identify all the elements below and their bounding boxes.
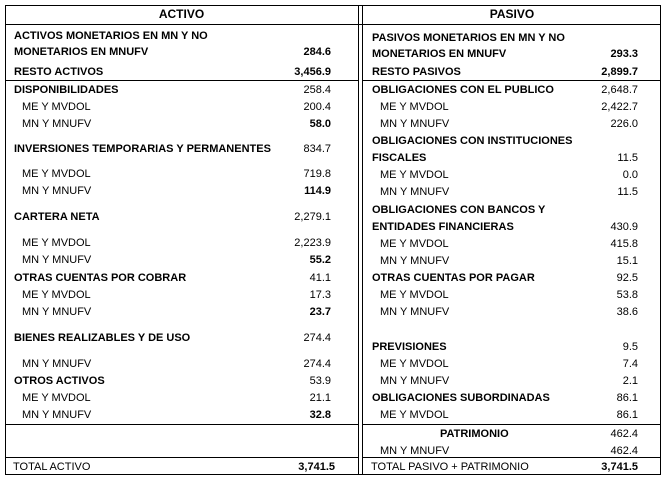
activo-row-label: INVERSIONES TEMPORARIAS Y PERMANENTES: [14, 143, 271, 155]
activo-row-label: MN Y MNUFV: [22, 118, 92, 130]
pasivo-row-label: OBLIGACIONES CON EL PUBLICO: [372, 84, 554, 96]
pasivo-row: [380, 304, 638, 320]
pasivo-row-value: 38.6: [616, 306, 638, 318]
pasivo-row-label: ME Y MVDOL: [380, 101, 449, 113]
pasivo-row-label: PREVISIONES: [372, 341, 447, 353]
pasivo-row: [380, 287, 638, 303]
activo-row: [22, 304, 331, 320]
pasivo-resto-divider: [363, 80, 661, 81]
activo-row-label: OTROS ACTIVOS: [14, 375, 105, 387]
activo-row-label: MN Y MNUFV: [22, 409, 92, 421]
activo-row-label: ME Y MVDOL: [22, 237, 91, 249]
pasivo-row-label: MN Y MNUFV: [380, 118, 450, 130]
pasivo-row-value: 9.5: [622, 341, 638, 353]
activo-row-value: 21.1: [309, 392, 331, 404]
activo-row-value: 17.3: [309, 289, 331, 301]
pasivo-row-label: MN Y MNUFV: [380, 375, 450, 387]
total-activo-label: TOTAL ACTIVO: [13, 461, 91, 473]
column-divider-left: [358, 5, 359, 475]
pasivo-row-label: FISCALES: [372, 152, 427, 164]
activo-row: [22, 407, 331, 423]
pasivo-row-value: 15.1: [616, 255, 638, 267]
activo-row: [14, 82, 331, 98]
pasivo-row-label: ME Y MVDOL: [380, 409, 449, 421]
activo-row-label: MN Y MNUFV: [22, 306, 92, 318]
total-pasivo-value: 3,741.5: [601, 461, 638, 473]
pasivo-row-label: PATRIMONIO: [440, 428, 509, 440]
pasivo-row-value: 2,422.7: [601, 101, 638, 113]
activo-row-label: MN Y MNUFV: [22, 185, 92, 197]
pasivo-row-label: MN Y MNUFV: [380, 445, 450, 457]
activo-row-value: 114.9: [304, 185, 331, 197]
activo-row-label: MN Y MNUFV: [22, 254, 92, 266]
pasivo-row-label: ME Y MVDOL: [380, 238, 449, 250]
pasivo-row-label: RESTO PASIVOS: [372, 66, 461, 78]
activo-row-label: OTRAS CUENTAS POR COBRAR: [14, 272, 187, 284]
pasivo-row-label: ME Y MVDOL: [380, 358, 449, 370]
header-divider: [5, 24, 661, 25]
pasivo-row-label: ME Y MVDOL: [380, 289, 449, 301]
activo-row: [22, 99, 331, 115]
pasivo-row-value: 92.5: [616, 272, 638, 284]
total-pasivo-label: TOTAL PASIVO + PATRIMONIO: [371, 461, 529, 473]
activo-row-label: MN Y MNUFV: [22, 358, 92, 370]
pasivo-patrimonio-divider: [363, 424, 661, 425]
pasivo-row-label: MN Y MNUFV: [380, 186, 450, 198]
activo-header: ACTIVO: [158, 7, 205, 21]
pasivo-row: [372, 133, 638, 149]
activo-row: [22, 116, 331, 132]
total-pasivo-row: [371, 459, 638, 475]
pasivo-row: [372, 219, 638, 235]
activo-row: [14, 44, 331, 60]
activo-row-value: 23.7: [309, 306, 331, 318]
activo-row-value: 2,279.1: [294, 211, 331, 223]
pasivo-row: [380, 407, 638, 423]
pasivo-row-label: PASIVOS MONETARIOS EN MN Y NO: [372, 32, 565, 44]
activo-row-label: RESTO ACTIVOS: [14, 66, 104, 78]
pasivo-row: [440, 426, 638, 442]
pasivo-row-value: 226.0: [610, 118, 638, 130]
pasivo-row: [380, 236, 638, 252]
activo-row-label: ME Y MVDOL: [22, 101, 91, 113]
pasivo-row: [372, 390, 638, 406]
activo-row-label: BIENES REALIZABLES Y DE USO: [14, 332, 191, 344]
pasivo-row-label: MN Y MNUFV: [380, 255, 450, 267]
activo-row: [22, 390, 331, 406]
pasivo-row: [380, 116, 638, 132]
activo-row-value: 3,456.9: [294, 66, 331, 78]
pasivo-row: [372, 64, 638, 80]
pasivo-row-value: 430.9: [610, 221, 638, 233]
activo-row: [14, 373, 331, 389]
pasivo-row-value: 462.4: [610, 428, 638, 440]
activo-row-value: 274.4: [303, 358, 331, 370]
pasivo-row-value: 462.4: [610, 445, 638, 457]
pasivo-row: [372, 46, 638, 62]
pasivo-row: [372, 82, 638, 98]
activo-row-label: MONETARIOS EN MNUFV: [14, 46, 149, 58]
activo-row: [14, 270, 331, 286]
activo-row-label: ACTIVOS MONETARIOS EN MN Y NO: [14, 30, 208, 42]
activo-row-value: 41.1: [309, 272, 331, 284]
activo-row-label: CARTERA NETA: [14, 211, 100, 223]
activo-row-value: 284.6: [303, 46, 331, 58]
pasivo-row-label: ENTIDADES FINANCIERAS: [372, 221, 514, 233]
pasivo-row-value: 2,899.7: [601, 66, 638, 78]
pasivo-row-label: MN Y MNUFV: [380, 306, 450, 318]
activo-blank-divider: [5, 424, 358, 425]
pasivo-header: PASIVO: [489, 7, 535, 21]
pasivo-row: [380, 99, 638, 115]
pasivo-row-label: OBLIGACIONES CON INSTITUCIONES: [372, 135, 573, 147]
pasivo-row: [380, 373, 638, 389]
total-activo-value: 3,741.5: [298, 461, 335, 473]
pasivo-row: [380, 443, 638, 459]
pasivo-row-value: 11.5: [617, 186, 638, 198]
activo-row-label: DISPONIBILIDADES: [14, 84, 119, 96]
pasivo-row-label: OBLIGACIONES SUBORDINADAS: [372, 392, 550, 404]
activo-row: [22, 166, 331, 182]
pasivo-row-value: 415.8: [610, 238, 638, 250]
pasivo-row: [372, 150, 638, 166]
activo-row: [22, 356, 331, 372]
activo-row: [22, 235, 331, 251]
pasivo-row-value: 2,648.7: [601, 84, 638, 96]
activo-row: [22, 183, 331, 199]
activo-row-value: 2,223.9: [294, 237, 331, 249]
pasivo-row-value: 86.1: [616, 392, 638, 404]
pasivo-row: [380, 253, 638, 269]
pasivo-row: [372, 270, 638, 286]
activo-resto-divider: [5, 80, 358, 81]
activo-row-value: 200.4: [303, 101, 331, 113]
activo-row: [14, 64, 331, 80]
activo-row-value: 258.4: [303, 84, 331, 96]
pasivo-row: [380, 167, 638, 183]
activo-row: [14, 141, 331, 157]
pasivo-row: [372, 339, 638, 355]
activo-row-value: 32.8: [309, 409, 331, 421]
activo-totals-divider: [5, 457, 358, 458]
column-divider-right: [362, 5, 363, 475]
activo-row: [14, 28, 331, 44]
activo-row-value: 834.7: [303, 143, 331, 155]
pasivo-row-value: 11.5: [617, 152, 638, 164]
pasivo-row-value: 7.4: [622, 358, 638, 370]
pasivo-row: [380, 356, 638, 372]
pasivo-row-value: 293.3: [610, 48, 638, 60]
activo-row: [14, 330, 331, 346]
activo-row-label: ME Y MVDOL: [22, 392, 91, 404]
activo-row-label: ME Y MVDOL: [22, 289, 91, 301]
pasivo-row: [380, 184, 638, 200]
activo-row-label: ME Y MVDOL: [22, 168, 91, 180]
pasivo-row-value: 2.1: [622, 375, 638, 387]
pasivo-row-label: OTRAS CUENTAS POR PAGAR: [372, 272, 535, 284]
activo-row-value: 274.4: [303, 332, 331, 344]
activo-row-value: 55.2: [309, 254, 331, 266]
total-activo-row: [13, 459, 335, 475]
pasivo-row: [372, 30, 638, 46]
activo-row: [22, 287, 331, 303]
activo-row: [14, 209, 331, 225]
pasivo-row-value: 86.1: [616, 409, 638, 421]
pasivo-row-value: 0.0: [622, 169, 638, 181]
activo-row-value: 53.9: [309, 375, 331, 387]
pasivo-row-label: OBLIGACIONES CON BANCOS Y: [372, 204, 546, 216]
pasivo-row: [372, 202, 638, 218]
pasivo-row-value: 53.8: [616, 289, 638, 301]
pasivo-row-label: MONETARIOS EN MNUFV: [372, 48, 507, 60]
activo-row: [22, 252, 331, 268]
activo-row-value: 719.8: [303, 168, 331, 180]
pasivo-row-label: ME Y MVDOL: [380, 169, 449, 181]
activo-row-value: 58.0: [309, 118, 331, 130]
